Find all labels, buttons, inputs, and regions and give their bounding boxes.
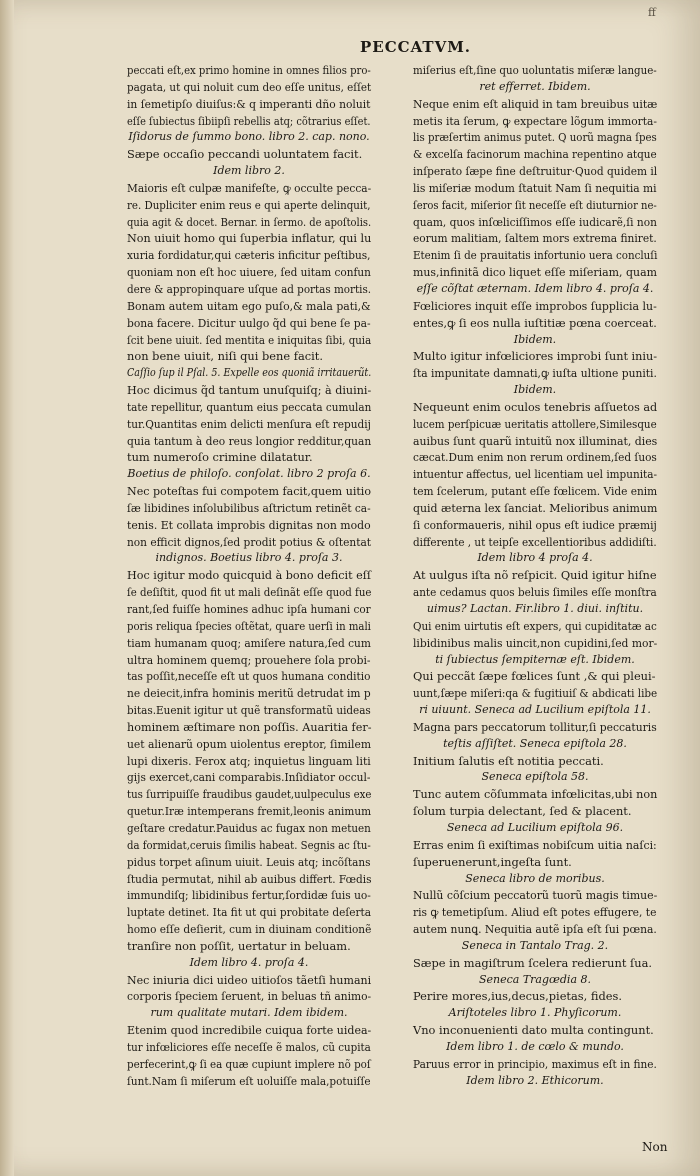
text-line: perfecerint,ꝙ ſi ea quæ cupiunt implere nõ poſ [127,1056,371,1071]
text-line: luptate detinet. Ita fit ut qui probitate deſerta [127,905,372,920]
text-line: pidus torpet aſinum uiuit. Leuis atq; incõſtans [127,854,371,869]
text-line: Idem libro 1. de cœlo & mundo. [446,1039,624,1053]
text-line: rum qualitate mutari. Idem ibidem. [150,1006,348,1020]
text-line: cæcat.Dum enim non rerum ordinem,ſed ſuos [413,450,657,465]
text-line: rant,ſed fuiſſe homines adhuc ipſa humani cor [127,602,371,616]
text-line: libidinibus malis uincit,non cupidini,ſed mor‑ [413,635,658,650]
text-line: Maioris eſt culpæ manifeſte, ꝙ occulte pecca‑ [127,180,372,195]
text-line: peccati eſt,ex primo homine in omnes filios pro‑ [127,63,371,77]
text-line: xuria fordidatur,qui cæteris inficitur peſtibus, [127,248,371,263]
text-line: differente , ut teipſe excellentioribus addidiſti. [413,534,657,549]
text-line: Qui peccãt ſæpe fœlices ſunt ,& qui pleui‑ [413,669,656,684]
text-line: eſſe cõſtat æternam. Idem libro 4. proſa 4. [416,281,654,295]
text-line: Qui enim uirtutis eſt expers, qui cupiditatæ ac [413,618,657,633]
text-line: ſe deſiſtit, quod fit ut mali deſinãt eſſe quod fue [127,585,372,600]
text-line: corporis ſpeciem ſeruent, in beluas tñ animo‑ [127,989,372,1004]
text-line: quetur.Iræ intemperans fremit,leonis animum [127,804,372,819]
text-line: quoniam non eſt hoc uiuere, ſed uitam confun [127,265,371,280]
text-line: in ſemetipſo diuiſus:& q imperanti dño noluit [127,96,371,111]
text-line: Nec iniuria dici uideo uitioſos tãetſi humani [127,972,372,987]
text-line: indignos. Boetius libro 4. proſa 3. [155,551,343,565]
text-line: Idem libro 2. Ethicorum. [466,1073,604,1087]
corner-mark: ff [648,6,656,19]
text-line: ris ꝙ temetipſum. Aliud eſt potes effugere, te [413,905,657,920]
text-line: bitas.Euenit igitur ut quẽ transformatũ uideas [127,703,371,718]
text-line: Multo igitur infœliciores improbi ſunt iniu‑ [413,349,658,364]
text-line: ti ſubiectus ſempiternæ eſt. Ibidem. [435,652,635,666]
text-line: tranſire non poſſit, uertatur in beluam. [127,938,351,953]
text-line: tenis. Et collata improbis dignitas non modo [127,517,371,532]
text-line: Paruus error in principio, maximus eſt in fine. [413,1056,657,1071]
text-line: Ibidem. [513,332,557,346]
text-line: ſta impunitate damnati,ꝙ iuſta ultione puniti. [413,366,657,381]
text-line: Non uiuit homo qui ſuperbia inflatur, qui lu [127,231,372,246]
text-line: Idem libro 4. proſa 4. [189,955,309,969]
text-line: ſolum turpia delectant, ſed & placent. [413,804,632,819]
text-line: Vno inconuenienti dato multa contingunt. [413,1023,654,1038]
text-line: non bene uiuit, niſi qui bene facit. [127,349,323,364]
text-line: quam, quos inſœliciſſimos eſſe iudicarẽ,ſi non [413,214,657,229]
text-line: quia agit & docet. Bernar. in ſermo. de apoſtolis. [127,214,372,229]
text-line: Sæpe in magiſtrum ſcelera redierunt ſua. [413,955,653,970]
text-line: Erras enim ſi exiſtimas nobiſcum uitia naſci: [413,837,657,852]
text-line: ante cedamus quos beluis ſimiles eſſe monſtra [413,585,657,600]
text-line: auibus ſunt quarũ intuitũ nox illuminat, dies [413,433,658,448]
text-line: ſæ libidines inſolubilibus aſtrictum retinẽt ca‑ [127,500,371,515]
text-line: ri uiuunt. Seneca ad Lucilium epiſtola 11. [419,703,651,717]
text-line: ſunt.Nam ſi miſerum eſt uoluiſſe mala,potuiſſe [127,1073,371,1088]
text-line: tem ſcelerum, putant eſſe fœlicem. Vide enim [413,484,658,499]
text-line: uet alienarũ opum uiolentus ereptor, ſimilem [127,736,372,751]
text-line: ultra hominem quemq; prouehere ſola probi‑ [127,652,371,667]
text-line: non efficit dignos,ſed prodit potius & oſtentat [127,534,372,549]
text-line: ret efferret. Ibidem. [479,79,591,93]
text-line: Caſſio ſup il Pſal. 5. Expelle eos quoniã irritauerũt. [127,366,372,380]
text-line: hominem æſtimare non poſſis. Auaritia fer‑ [127,719,372,734]
text-line: Nullũ cõſcium peccatorũ tuorũ magis timue‑ [413,888,658,903]
text-line: ſtudia permutat, nihil ab auibus differt. Fœdis [127,871,372,886]
text-line: autem nunꝗ. Nequitia autẽ ipſa eſt ſui pœna. [413,922,657,937]
text-line: uimus? Lactan. Fir.libro 1. diui. inſtitu. [426,602,644,615]
text-line: tur.Quantitas enim delicti menſura eſt repudij [127,416,371,431]
text-line: eſſe ſubiectus ſibiipſi rebellis atq; cõtrarius eſſet. [127,113,371,128]
text-line: Seneca libro de moribus. [465,871,605,885]
text-line: tiam humanam quoq; amiſere natura,ſed cum [127,635,371,650]
text-line: Sæpe occaſio peccandi uoluntatem facit. [127,147,363,162]
text-line: Neque enim eſt aliquid in tam breuibus uitæ [413,96,658,111]
text-line: Etenim quod incredibile cuiqua forte uidea‑ [127,1023,372,1038]
text-line: entes,ꝙ ſi eos nulla iuſtitiæ pœna coerceat. [413,315,657,330]
text-line: Idem libro 2. [213,164,285,178]
text-line: gijs exercet,cani comparabis.Inſidiator occul‑ [127,770,371,785]
text-line: metis ita ſerum, ꝙ expectare lõgum immorta‑ [413,113,657,128]
text-line: poris reliqua ſpecies oſtẽtat, quare uerſi in mali [127,618,371,633]
text-line: tur infœliciores eſſe neceſſe ẽ malos, cũ cupita [127,1039,371,1054]
text-line: Iſidorus de ſummo bono. libro 2. cap. nono. [128,130,370,144]
text-line: Seneca epiſtola 58. [481,770,589,784]
text-line: Hoc igitur modo quicquid à bono deficit eſſ [127,568,372,583]
text-line: quia tantum à deo reus longior redditur,quan [127,433,372,448]
text-line: ſi conformaueris, nihil opus eſt iudice præmij [413,517,657,532]
text-line: Magna pars peccatorum tollitur,ſi peccaturis [413,719,657,734]
text-line: ſuperuenerunt,ingeſta ſunt. [413,854,572,869]
text-line: mus,infinitã dico liquet eſſe miſeriam, quam [413,265,657,280]
text-line: uunt,ſæpe miſeri:qa & fugitiuiſ & abdicati libe [413,686,658,701]
page-gutter [0,0,14,1176]
text-line: teſtis aſſiſtet. Seneca epiſtola 28. [443,736,627,750]
text-line: ne deiecit,infra hominis meritũ detrudat im p [127,686,371,701]
text-line: ſeros facit, miſerior ſit neceſſe eſt diuturnior ne‑ [413,197,657,212]
text-line: bona facere. Dicitur uulgo q̃d qui bene ſe pa‑ [127,315,371,330]
text-line: ſcit bene uiuit. ſed mentita e iniquitas ſibi, quia [127,332,372,347]
text-line: lis miſeriæ modum ſtatuit Nam ſi nequitia mi [413,180,657,195]
text-line: Seneca Tragœdia 8. [478,972,592,986]
text-line: quid æterna lex ſanciat. Melioribus animum [413,500,658,515]
text-line: miſerius eſt,ſine quo uoluntatis miſeræ langue‑ [413,63,657,77]
text-line: lucem perſpicuæ ueritatis attollere,Similesque [413,416,657,431]
text-line: Hoc dicimus q̃d tantum unuſquiſq; à diuini‑ [127,383,372,398]
text-line: homo eſſe deſierit, cum in diuinam conditionẽ [127,922,372,937]
text-line: eorum malitiam, ſaltem mors extrema finiret. [413,231,657,246]
running-head: PECCATVM. [360,38,472,56]
text-line: lupi dixeris. Ferox atq; inquietus linguam liti [127,753,371,768]
text-line: da formidat,ceruis ſimilis habeat. Segnis ac ſtu‑ [127,837,371,852]
text-line: intuentur affectus, uel licentiam uel impunita‑ [413,467,658,482]
right-text-column [413,62,657,1089]
text-line: Tunc autem cõſummata infœlicitas,ubi non [413,787,658,802]
text-line: Ariſtoteles libro 1. Phyſicorum. [448,1006,622,1020]
text-line: Seneca in Tantalo Trag. 2. [461,938,609,952]
text-line: Fœliciores inquit eſſe improbos ſupplicia lu‑ [413,298,657,313]
text-line: Nequeunt enim oculos tenebris aſſuetos ad [413,399,658,414]
text-line: tas poſſit,neceſſe eſt ut quos humana conditio [127,669,371,684]
text-line: lis præſertim animus putet. Q uorũ magna ſpes [413,130,657,145]
left-text-column [127,62,371,1089]
text-line: geſtare credatur.Pauidus ac fugax non metuen [127,820,371,835]
text-line: tum numeroſo crimine dilatatur. [127,450,313,465]
text-line: Ibidem. [513,383,557,397]
text-line: Initium ſalutis eſt notitia peccati. [413,753,604,768]
text-line: tate repellitur, quantum eius peccata cumulan [127,399,372,414]
text-line: Etenim ſi de prauitatis infortunio uera concluſi [413,248,658,263]
text-line: re. Dupliciter enim reus e qui aperte delinquit, [127,197,371,212]
text-line: immundiſq; libidinibus fertur,ſordidæ ſuis uo‑ [127,888,371,903]
catchword: Non [642,1140,668,1154]
text-line: tus ſurripuiſſe fraudibus gaudet,uulpeculus exe [127,787,372,802]
text-line: inſperato ſæpe fine deſtruitur·Quod quidem il [413,164,658,179]
text-line: Bonam autem uitam ego puſo,& mala pati,& [127,298,371,313]
text-line: Boetius de philoſo. conſolat. libro 2 proſa 6. [127,467,371,481]
text-line: & excelſa facinorum machina repentino atque [413,147,657,162]
text-line: dere & appropinquare uſque ad portas mortis. [127,281,372,296]
text-line: Perire mores,ius,decus,pietas, fides. [413,989,622,1004]
text-line: pagata, ut qui noluit cum deo eſſe unitus, eſſet [127,79,372,94]
text-line: Seneca ad Lucilium epiſtola 96. [446,820,624,834]
text-line: Nec poteſtas fui compotem facit,quem uitio [127,484,372,499]
text-line: At uulgus iſta nõ reſpicit. Quid igitur hiſne [413,568,657,583]
text-line: Idem libro 4 proſa 4. [477,551,593,565]
